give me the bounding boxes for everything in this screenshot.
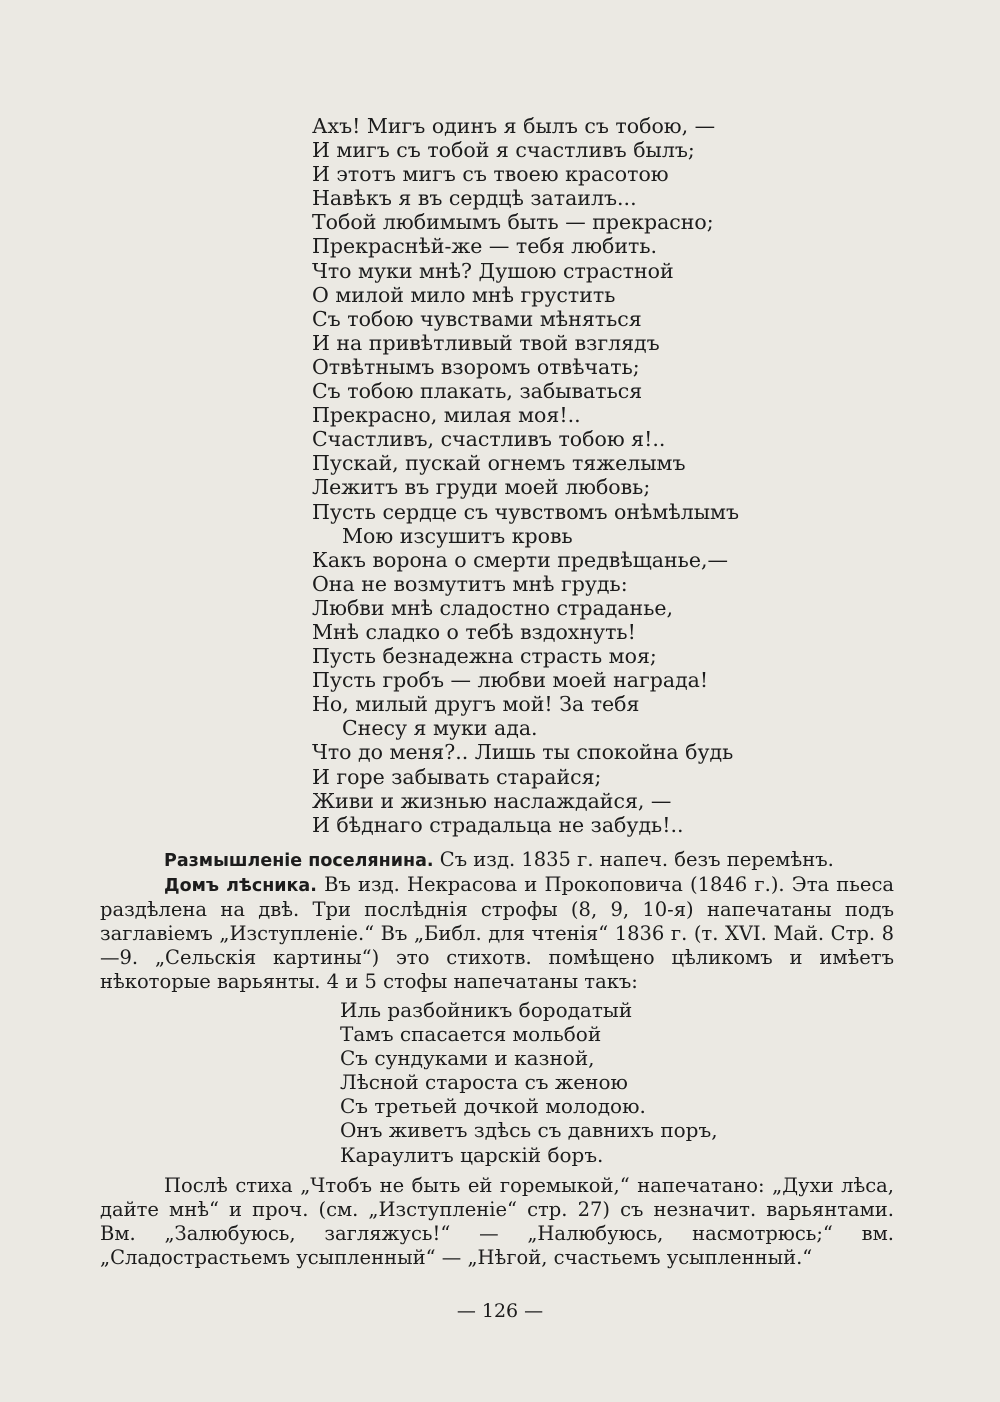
paragraph-forester-text: Въ изд. Некрасова и Прокоповича (1846 г.). Эта пьеса раздѣлена на двѣ. Три послѣднія строфы (8, 9, 10-я) напечатаны подъ заглавіемъ „Изступленіе.“ Въ „Библ. для чтенія“ 1836 г. (т. XVI. Май. Стр. 8—9. „Сельскія картины“) это стихотв. помѣщено цѣликомъ и имѣетъ нѣкоторые варьянты. 4 и 5 стофы напечатаны такъ: — [100, 873, 895, 994]
poem-line: Съ тобою чувствами мѣняться — [312, 306, 642, 331]
paragraph-forester — [100, 873, 894, 994]
poem-line: И мигъ съ тобой я счастливъ былъ; — [312, 138, 695, 163]
poem-line: Онъ живетъ здѣсь съ давнихъ поръ, — [340, 1118, 718, 1143]
poem-line: Пусть безнадежна страсть моя; — [312, 644, 657, 669]
poem-line: И этотъ мигъ съ твоею красотою — [312, 162, 669, 187]
poem-line: Что муки мнѣ? Душою страстной — [312, 258, 674, 283]
poem-line: Ахъ! Мигъ одинъ я былъ съ тобою, — — [312, 114, 716, 138]
poem-line: Прекрасно, милая моя!.. — [312, 403, 581, 428]
poem-line: Живи и жизнью наслаждайся, — — [312, 788, 672, 813]
poem-line: Съ тобою плакать, забываться — [312, 379, 643, 404]
poem-line: Лѣсной староста съ женою — [340, 1070, 628, 1095]
heading-forester: Домъ лѣсника. — [164, 876, 317, 897]
poem-line: Любви мнѣ сладостно страданье, — [312, 595, 674, 620]
heading-reflection: Размышленіе поселянина. — [164, 851, 434, 871]
paragraph-variants: Послѣ стиха „Чтобъ не быть ей горемыкой,“ напечатано: „Духи лѣса, дайте мнѣ“ и проч. (см. „Изступленіе“ стр. 27) съ незначит. варьянтами. Вм. „Залюбуюсь, загляжусь!“ — „Налюбуюсь, насмотрюсь;“ вм. „Сладострастьемъ усыпленный“ — „Нѣгой, счастьемъ усыпленный.“ — [100, 1174, 894, 1270]
paragraph-reflection — [100, 848, 894, 873]
poem-line: И на привѣтливый твой взглядъ — [312, 330, 660, 355]
poem-line: Отвѣтнымъ взоромъ отвѣчать; — [312, 354, 640, 379]
poem-line: Мнѣ сладко о тебѣ вздохнуть! — [312, 619, 636, 644]
poem-line: Снесу я муки ада. — [342, 716, 538, 741]
poem-line: Счастливъ, счастливъ тобою я!.. — [312, 427, 666, 452]
paragraph-reflection-text: Съ изд. 1835 г. напеч. безъ перемѣнъ. — [439, 848, 834, 871]
commentary-block-2 — [100, 1174, 894, 1270]
poem-line: Прекраснѣй-же — тебя любить. — [312, 234, 658, 259]
commentary-block — [100, 848, 894, 995]
poem-line: Съ сундуками и казной, — [340, 1046, 595, 1071]
poem-line: Что до меня?.. Лишь ты спокойна будь — [312, 740, 734, 765]
poem-line: Съ третьей дочкой молодою. — [340, 1094, 646, 1119]
poem-line: Иль разбойникъ бородатый — [340, 998, 633, 1022]
poem-line: Тамъ спасается мольбой — [340, 1022, 602, 1047]
poem-line: И бѣднаго страдальца не забудь!.. — [312, 812, 684, 837]
poem-line: Пусть сердце съ чувствомъ онѣмѣлымъ — [312, 499, 740, 524]
poem-line: О милой мило мнѣ грустить — [312, 282, 616, 307]
poem-line: Лежитъ въ груди моей любовь; — [312, 475, 651, 500]
poem-line: Она не возмутитъ мнѣ грудь: — [312, 571, 628, 596]
poem-line: И горе забывать старайся; — [312, 764, 602, 789]
poem-line: Тобой любимымъ быть — прекрасно; — [312, 210, 714, 235]
poem-line: Пускай, пускай огнемъ тяжелымъ — [312, 451, 686, 476]
poem-variant — [340, 998, 718, 1167]
poem-main — [312, 114, 739, 837]
poem-line: Караулитъ царскій боръ. — [340, 1142, 604, 1167]
page-number: — 126 — — [456, 1300, 544, 1322]
poem-line: Какъ ворона о смерти предвѣщанье,— — [312, 547, 728, 572]
poem-line: Навѣкъ я въ сердцѣ затаилъ... — [312, 186, 637, 211]
poem-line: Пусть гробъ — любви моей награда! — [312, 668, 709, 693]
poem-line: Мою изсушитъ кровь — [342, 523, 573, 548]
poem-line: Но, милый другъ мой! За тебя — [312, 692, 640, 717]
